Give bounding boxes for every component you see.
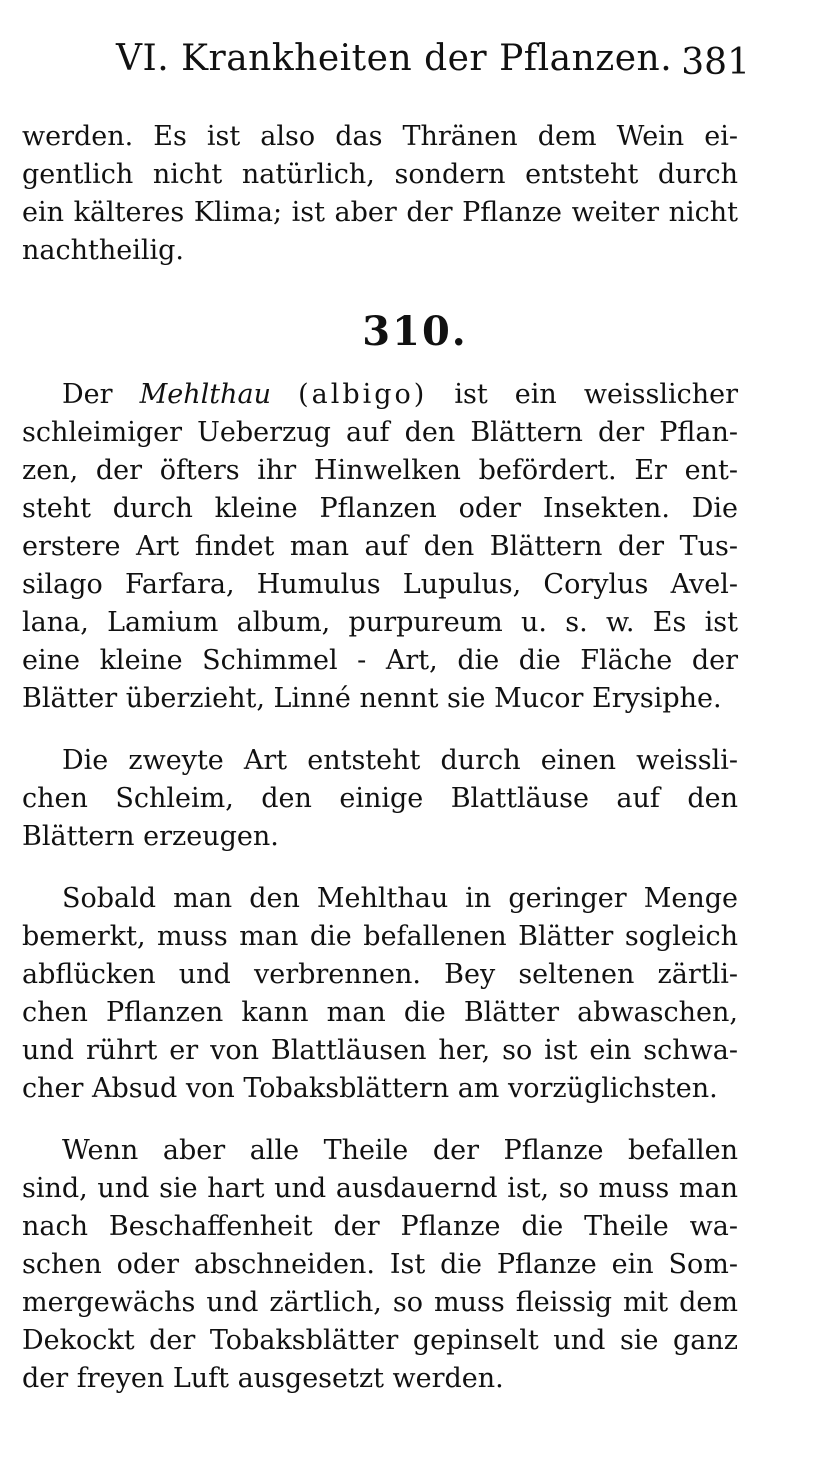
text-span: Der [62,379,140,410]
text-line: gentlich nicht natürlich, sondern entsteht durch [22,159,738,190]
text-line: sind, und sie hart und ausdauernd ist, so muss man [22,1173,738,1204]
text-line: nach Beschaffenheit der Pflanze die Theile wa- [22,1211,738,1242]
text-line: zen, der öfters ihr Hinwelken befördert. Er ent- [22,455,738,486]
chapter-title: VI. Krankheiten der Pflanzen. [116,38,673,79]
text-line: Sobald man den Mehlthau in geringer Menge [62,883,738,914]
text-line: silago Farfara, Humulus Lupulus, Corylus Avel- [22,569,738,600]
text-line: chen Schleim, den einige Blattläuse auf den [22,783,738,814]
text-span: ist ein weisslicher [427,379,738,410]
text-line: lana, Lamium album, purpureum u. s. w. Es ist [22,607,738,638]
text-line: nachtheilig. [22,235,184,266]
running-header [20,38,750,88]
text-line: abflücken und verbrennen. Bey seltenen zärtli- [22,959,738,990]
section-number: 310. [362,308,468,355]
text-line [62,376,738,414]
text-line: schen oder abschneiden. Ist die Pflanze ein Som- [22,1249,738,1280]
text-line: chen Pflanzen kann man die Blätter abwaschen, [22,997,738,1028]
text-line: ein kälteres Klima; ist aber der Pflanze weiter nicht [22,197,738,228]
term-albigo: (albigo) [298,379,428,410]
text-line: cher Absud von Tobaksblättern am vorzüglichsten. [22,1073,718,1104]
text-line: Blätter überzieht, Linné nennt sie Mucor Erysiphe. [22,683,722,714]
text-line: steht durch kleine Pflanzen oder Insekten. Die [22,493,738,524]
text-line: werden. Es ist also das Thränen dem Wein ei- [22,121,738,152]
text-line: schleimiger Ueberzug auf den Blättern der Pflan- [22,417,738,448]
text-line: Wenn aber alle Theile der Pflanze befallen [62,1135,738,1166]
text-line: und rührt er von Blattläusen her, so ist ein schwa- [22,1035,738,1066]
text-line: eine kleine Schimmel - Art, die die Fläche der [22,645,738,676]
text-line: Die zweyte Art entsteht durch einen weissli- [62,745,738,776]
text-line: der freyen Luft ausgesetzt werden. [22,1363,504,1394]
text-line: Blättern erzeugen. [22,821,279,852]
page-number: 381 [681,42,750,83]
text-line: mergewächs und zärtlich, so muss fleissig mit dem [22,1287,738,1318]
term-mehlthau: Mehlthau [139,379,271,410]
text-line: Dekockt der Tobaksblätter gepinselt und sie ganz [22,1325,738,1356]
text-line: erstere Art findet man auf den Blättern der Tus- [22,531,738,562]
text-line: bemerkt, muss man die befallenen Blätter sogleich [22,921,738,952]
